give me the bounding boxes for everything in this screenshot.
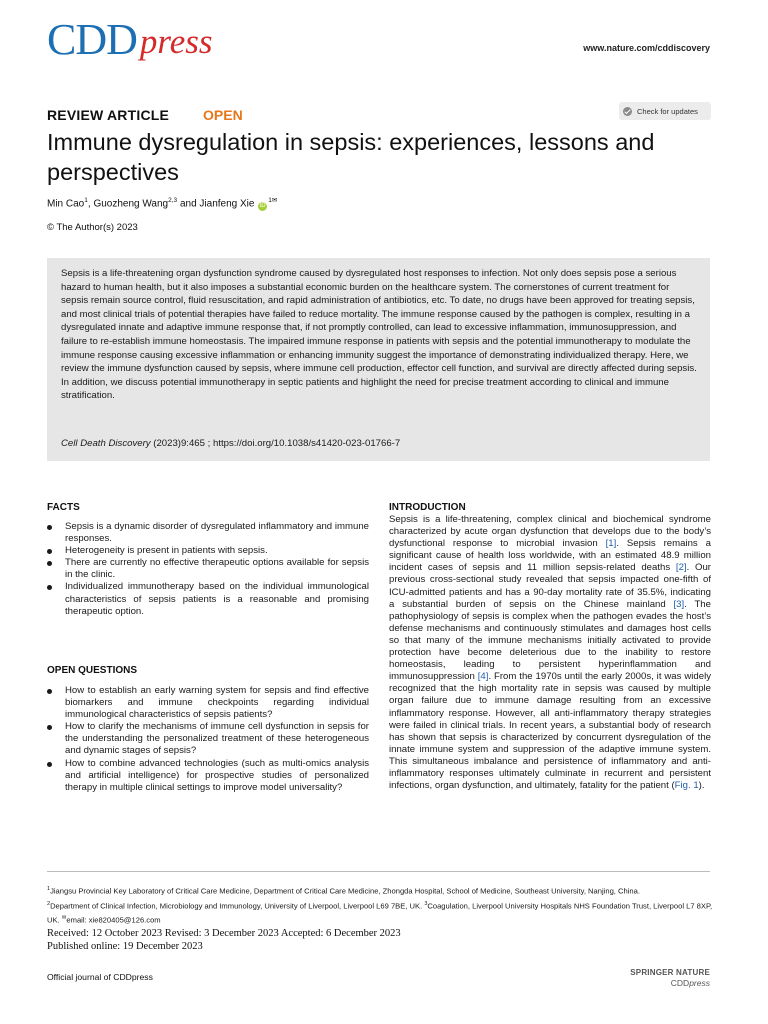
citation-doi[interactable]: (2023)9:465 ; https://doi.org/10.1038/s41420-023-01766-7 xyxy=(150,438,401,449)
reference-link[interactable]: [3] xyxy=(673,598,685,610)
official-journal-note: Official journal of CDDpress xyxy=(47,972,153,982)
open-questions-heading: OPEN QUESTIONS xyxy=(47,665,138,676)
envelope-icon: ✉ xyxy=(61,915,67,922)
affiliation-text: Jiangsu Provincial Key Laboratory of Critical Care Medicine, Department of Critical Care Medicine, Zhongda Hospital, School of Medicine, Southeast University, Nanjing, China. xyxy=(50,886,640,896)
reference-link[interactable]: [1] xyxy=(605,538,617,550)
author-affiliation-sup: 2,3 xyxy=(168,197,178,204)
author-name[interactable]: Min Cao xyxy=(47,198,85,210)
affiliation-sup: 2 xyxy=(47,900,51,907)
springer-nature-text: SPRINGER NATURE xyxy=(630,968,710,977)
copyright-notice: © The Author(s) 2023 xyxy=(47,222,138,233)
intro-text-run: . Our previous cross-sectional study revealed that sepsis impacted one-fifth of ICU-admitted patients and has a 90-day mortality rate of 35.5%, indicating a substantial burden of sepsis on the Chinese mainland xyxy=(389,562,712,610)
list-item: How to combine advanced technologies (such as multi-omics analysis and artificial intelligence) for prospective studies of personalized therapy in multiple clinical settings to improve model universality? xyxy=(47,758,369,794)
affiliation-sup: 1 xyxy=(47,886,51,892)
logo-cdd-text: CDD xyxy=(47,15,137,64)
open-questions-list xyxy=(47,685,369,794)
footnote-divider xyxy=(47,871,710,872)
affiliation-sup: 3 xyxy=(424,900,428,907)
cddpress-footer-logo xyxy=(630,978,710,988)
list-item: How to establish an early warning system for sepsis and find effective biomarkers and immune checkpoints regarding individual immunological characteristics of sepsis patients? xyxy=(47,685,369,721)
intro-text-run: . Sepsis remains a significant cause of health loss worldwide, with an estimated 48.9 million incident cases of sepsis and 11 million sepsis-related deaths xyxy=(389,538,711,574)
reference-link[interactable]: [4] xyxy=(477,671,489,683)
author-name[interactable]: Jianfeng Xie xyxy=(199,198,255,210)
list-item: Individualized immunotherapy based on the individual immunological characteristics of sepsis patients is a reasonable and promising therapeutic option. xyxy=(47,581,369,617)
article-dates xyxy=(47,928,401,953)
author-affiliation-sup: 1 xyxy=(84,197,88,204)
check-for-updates-label: Check for updates xyxy=(637,106,698,116)
logo-press-text: press xyxy=(139,22,213,61)
footer-cdd-text: CDD xyxy=(670,978,690,988)
author-name[interactable]: Guozheng Wang xyxy=(93,198,169,210)
intro-text-run: . From the 1970s until the early 2000s, it was widely recognized that the high mortality rate in sepsis was caused by multiple organ failure due to immune damage resulting from an excessive inflammatory response. However, all anti-inflammatory therapy strategies were failed in clinical trials. In recent years, a substantial body of research has shown that sepsis is characterized by concurrent dysregulation of the innate immune system and suppression of the adaptive immune system. This simultaneous imbalance and persistence of inflammatory and anti-inflammatory responses ultimately culminate in recurrent and persistent infections, organ dysfunction, and ultimately, fatality for the patient ( xyxy=(389,671,711,792)
checkmark-icon xyxy=(623,107,632,116)
intro-text-run: . The pathophysiology of sepsis is complex when the pathogen evades the host’s defense mechanisms and continuously stimulates and damages host cells so that many of the immune mechanisms initially activated to provide protection have become deleterious due to the inability to restore homeostasis, leading to persistent hyperinflammation and immunosuppression xyxy=(389,598,711,683)
list-item: Heterogeneity is present in patients with sepsis. xyxy=(47,545,369,557)
author-affiliation-sup: 1✉ xyxy=(268,197,278,204)
published-online: Published online: 19 December 2023 xyxy=(47,940,203,952)
author-separator: and xyxy=(177,198,200,210)
affiliations xyxy=(47,883,715,927)
check-for-updates-button[interactable] xyxy=(619,102,711,120)
facts-list xyxy=(47,521,369,618)
author-separator: , xyxy=(87,198,94,210)
journal-url[interactable]: www.nature.com/cddiscovery xyxy=(583,43,710,53)
facts-heading: FACTS xyxy=(47,502,80,513)
citation-line xyxy=(61,438,400,449)
journal-logo[interactable] xyxy=(47,14,213,62)
orcid-icon[interactable]: iD xyxy=(259,203,266,210)
list-item: There are currently no effective therapeutic options available for sepsis in the clinic. xyxy=(47,557,369,581)
affiliation-text: Coagulation, Liverpool University Hospitals NHS Foundation Trust, Liverpool L7 8XP, UK. xyxy=(47,901,713,925)
reference-link[interactable]: [2] xyxy=(675,562,687,574)
intro-text-run: Sepsis is a life-threatening, complex clinical and biochemical syndrome characterized by acute organ dysfunction that develops due to the body’s dysfunctional response to microbial invasion xyxy=(389,514,711,550)
article-title: Immune dysregulation in sepsis: experiences, lessons and perspectives xyxy=(47,129,655,185)
figure-link[interactable]: Fig. 1 xyxy=(674,780,699,792)
open-access-badge: OPEN xyxy=(203,107,243,123)
introduction-text xyxy=(389,514,711,792)
affiliation-text: Department of Clinical Infection, Microbiology and Immunology, University of Liverpool, Liverpool L69 7BE, UK. xyxy=(50,901,425,911)
list-item: Sepsis is a dynamic disorder of dysregulated inflammatory and immune responses. xyxy=(47,521,369,545)
article-type-label: REVIEW ARTICLE xyxy=(47,107,170,123)
list-item: How to clarify the mechanisms of immune cell dysfunction in sepsis for the understanding the personalized treatment of these heterogeneous and dynamic stages of sepsis? xyxy=(47,721,369,757)
introduction-heading: INTRODUCTION xyxy=(389,502,466,513)
abstract-text: Sepsis is a life-threatening organ dysfunction syndrome caused by dysregulated host responses to infection. Not only does sepsis pose a serious hazard to human health, but it also imposes a substantial economic burden on the healthcare system. The cornerstones of current treatment for sepsis remain source control, fluid resuscitation, and rapid administration of antibiotics, etc. To date, no drugs have been approved for treating sepsis, and most clinical trials of potential therapies have failed to reduce mortality. The immune response caused by the pathogen is complex, resulting in a dysregulated innate and adaptive immune response that, if not promptly controlled, can lead to excessive inflammation, immunosuppression, and failure to re-establish immune homeostasis. The impaired immune response in patients with sepsis and the potential immunotherapy to modulate the immune response causing excessive inflammation or enhancing immunity suggest the importance of demonstrating individualized therapy. Here, we review the immune dysfunction caused by sepsis, where immune cell production, effector cell function, and survival are directly affected during sepsis. In addition, we discuss potential immunotherapy in septic patients and highlight the need for precise treatment according to clinical and immune stratification. xyxy=(61,268,697,402)
author-list xyxy=(47,196,277,211)
received-revised-accepted: Received: 12 October 2023 Revised: 3 December 2023 Accepted: 6 December 2023 xyxy=(47,928,401,939)
email-link[interactable]: email: xie820405@126.com xyxy=(66,915,161,925)
citation-journal: Cell Death Discovery xyxy=(61,438,151,449)
springer-nature-logo[interactable] xyxy=(630,968,710,988)
intro-text-run: ). xyxy=(698,780,705,792)
footer-press-text: press xyxy=(689,978,710,988)
